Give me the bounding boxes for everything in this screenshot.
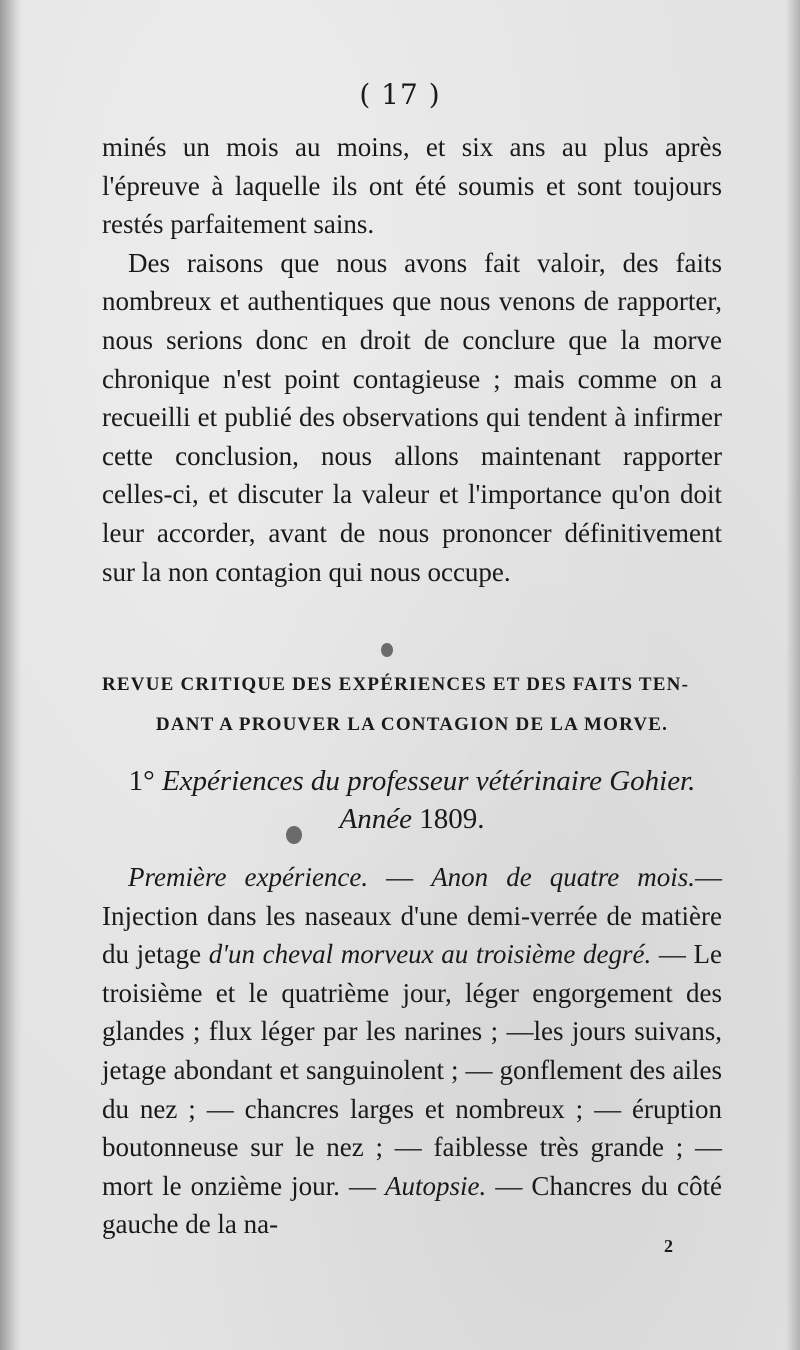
experiment-paragraph	[102, 858, 722, 1244]
section-heading	[102, 665, 722, 745]
autopsy-label: Autopsie.	[385, 1170, 487, 1201]
subsection-number: 1°	[128, 765, 155, 797]
heading-line-1: REVUE CRITIQUE DES EXPÉRIENCES ET DES FAITS TEN-	[102, 674, 690, 695]
heading-line-2: DANT A PROUVER LA CONTAGION DE LA MORVE.	[155, 714, 669, 735]
experiment-label: Première expérience.	[128, 862, 369, 892]
experiment-source: d'un cheval morveux au troisième degré.	[208, 939, 652, 970]
page-gutter-shadow	[0, 0, 22, 1350]
experiment-text	[102, 858, 722, 1244]
autopsy-text: — Chancres du côté gauche de la na-	[102, 1170, 723, 1240]
ink-blot-2	[286, 826, 302, 844]
subsection-title	[102, 762, 722, 838]
main-text	[102, 128, 722, 591]
page-edge-shadow	[786, 0, 800, 1350]
subsection-title-text: Expériences du professeur vétérinaire Gohier.	[161, 765, 696, 797]
ink-blot	[381, 643, 393, 657]
signature-mark: 2	[664, 1236, 673, 1256]
experiment-subject: Anon de quatre mois.	[431, 862, 695, 892]
year-label: Année	[339, 803, 412, 835]
experiment-dash: —	[368, 862, 432, 892]
year-value: 1809.	[419, 803, 485, 835]
paragraph-continuation: minés un mois au moins, et six ans au plus après l'épreuve à laquelle ils ont été soumis et sont toujours restés parfaitement sains.	[102, 132, 722, 240]
paragraph-conclusion: Des raisons que nous avons fait valoir, des faits nombreux et authentiques que nous venons de rapporter, nous serions donc en droit de conclure que la morve chronique n'est point contagieuse ; mais comme on a recueilli et publié des observations qui tendent à infirmer cette conclusion, nous allons maintenant rapporter celles-ci, et discuter la valeur et l'importance qu'on doit leur accorder, avant de nous prononcer définitivement sur la non contagion qui nous occupe.	[102, 247, 722, 587]
experiment-method: — Injection dans les naseaux d'une demi-verrée de matière du jetage	[102, 862, 722, 970]
experiment-observations: — Le troisième et le quatrième jour, léger engorgement des glandes ; flux léger par les narines ; —les jours suivans, jetage abondant et sanguinolent ; — gonflement des ailes du nez ; — chancres larges et nombreux ; — éruption boutonneuse sur le nez ; — faiblesse très grande ; — mort le onzième jour. —	[102, 939, 722, 1201]
page-number: ( 17 )	[359, 78, 441, 111]
